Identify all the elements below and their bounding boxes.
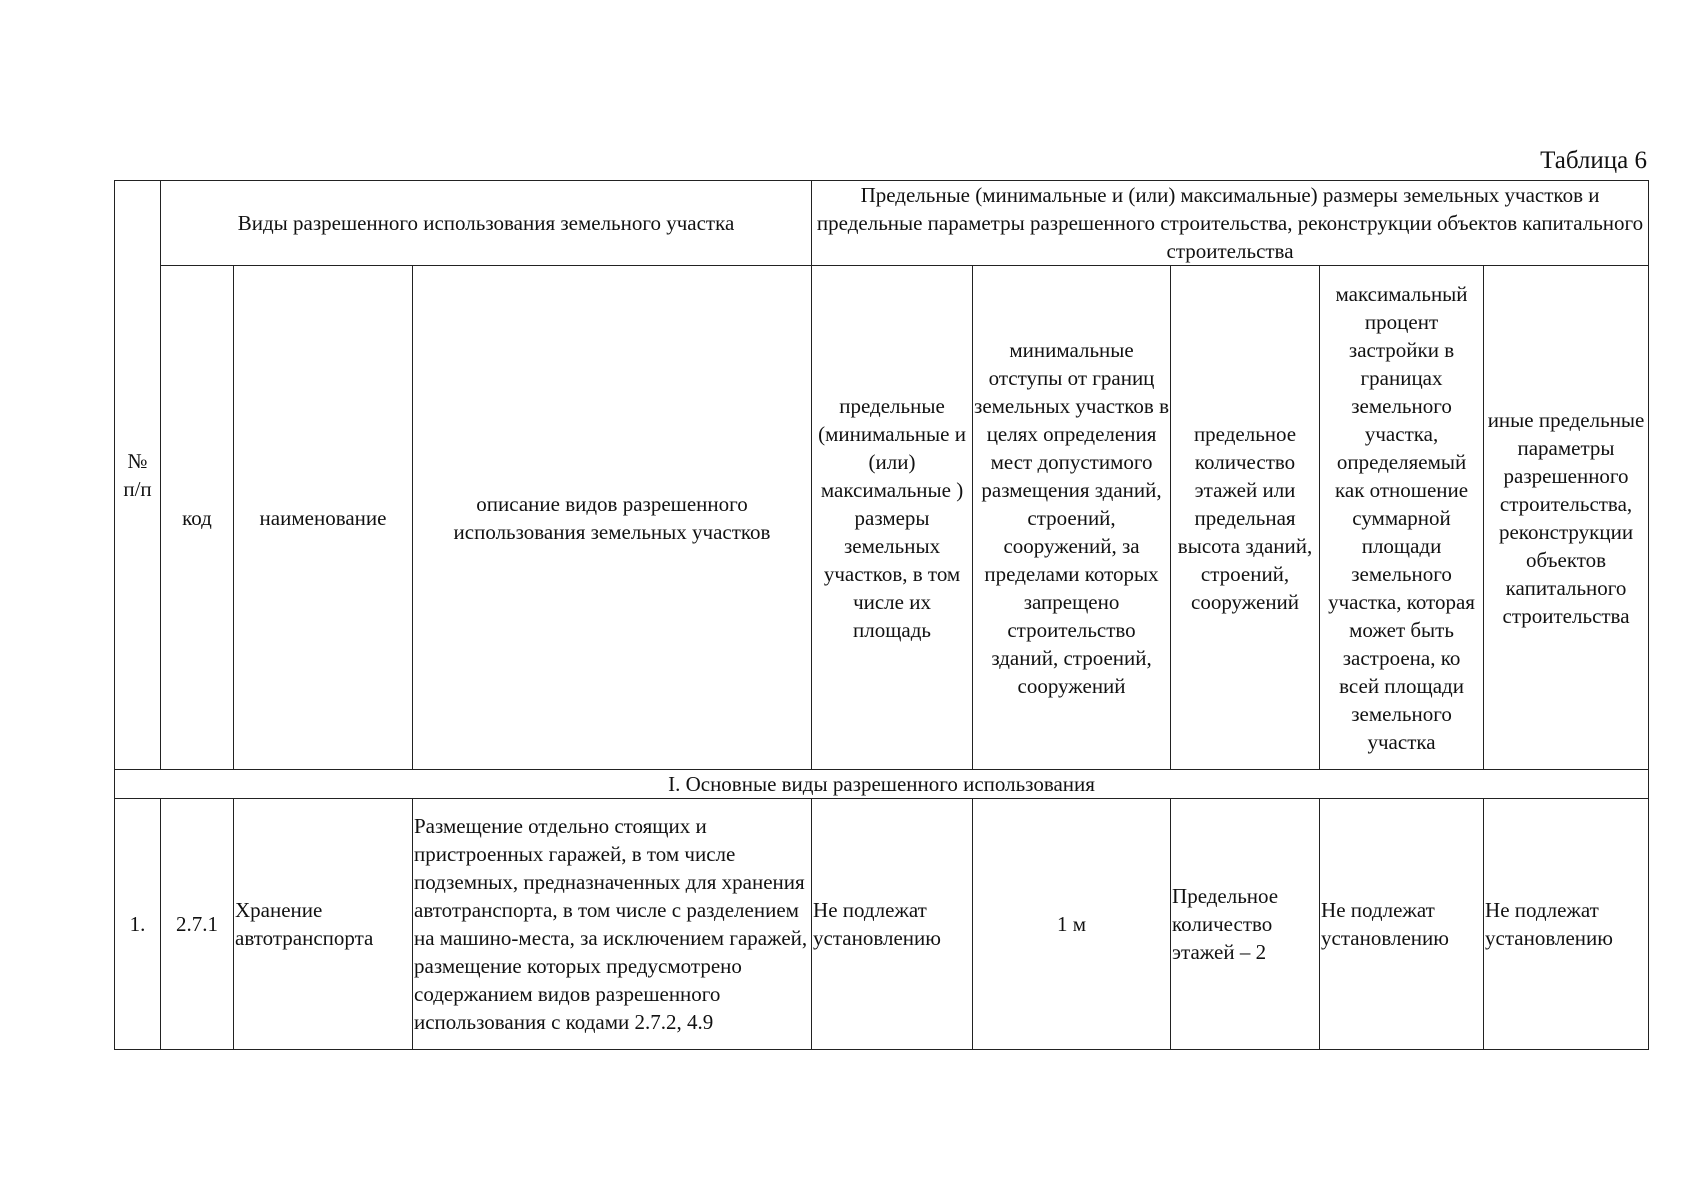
header-floors: предельное количество этажей или предельная высота зданий, строений, сооружений bbox=[1171, 266, 1320, 770]
section-title: I. Основные виды разрешенного использования bbox=[115, 770, 1649, 799]
row-setback: 1 м bbox=[973, 799, 1171, 1050]
row-name: Хранение автотранспорта bbox=[234, 799, 413, 1050]
section-row bbox=[115, 770, 1649, 799]
header-group-right: Предельные (минимальные и (или) максимальные) размеры земельных участков и предельные параметры разрешенного строительства, реконструкции объектов капитального строительства bbox=[812, 181, 1649, 266]
table-caption: Таблица 6 bbox=[1540, 147, 1647, 174]
header-size: предельные (минимальные и (или) максимальные ) размеры земельных участков, в том числе их площадь bbox=[812, 266, 973, 770]
regulations-table bbox=[114, 180, 1649, 1050]
header-num: № п/п bbox=[115, 181, 161, 770]
header-description: описание видов разрешенного использования земельных участков bbox=[413, 266, 812, 770]
header-row-sub bbox=[115, 266, 1649, 770]
row-size: Не подлежат установлению bbox=[812, 799, 973, 1050]
row-code: 2.7.1 bbox=[161, 799, 234, 1050]
header-name: наименование bbox=[234, 266, 413, 770]
header-other: иные предельные параметры разрешенного строительства, реконструкции объектов капитального строительства bbox=[1484, 266, 1649, 770]
row-floors: Предельное количество этажей – 2 bbox=[1171, 799, 1320, 1050]
header-percent: максимальный процент застройки в границах земельного участка, определяемый как отношение суммарной площади земельного участка, которая может быть застроена, ко всей площади земельного участка bbox=[1320, 266, 1484, 770]
row-other: Не подлежат установлению bbox=[1484, 799, 1649, 1050]
header-setback: минимальные отступы от границ земельных участков в целях определения мест допустимого размещения зданий, строений, сооружений, за пределами которых запрещено строительство зданий, строений, сооружений bbox=[973, 266, 1171, 770]
row-percent: Не подлежат установлению bbox=[1320, 799, 1484, 1050]
header-row-top bbox=[115, 181, 1649, 266]
header-group-left: Виды разрешенного использования земельного участка bbox=[161, 181, 812, 266]
row-num: 1. bbox=[115, 799, 161, 1050]
header-code: код bbox=[161, 266, 234, 770]
table-row bbox=[115, 799, 1649, 1050]
row-description: Размещение отдельно стоящих и пристроенных гаражей, в том числе подземных, предназначенных для хранения автотранспорта, в том числе с разделением на машино-места, за исключением гаражей, размещение которых предусмотрено содержанием видов разрешенного использования с кодами 2.7.2, 4.9 bbox=[413, 799, 812, 1050]
